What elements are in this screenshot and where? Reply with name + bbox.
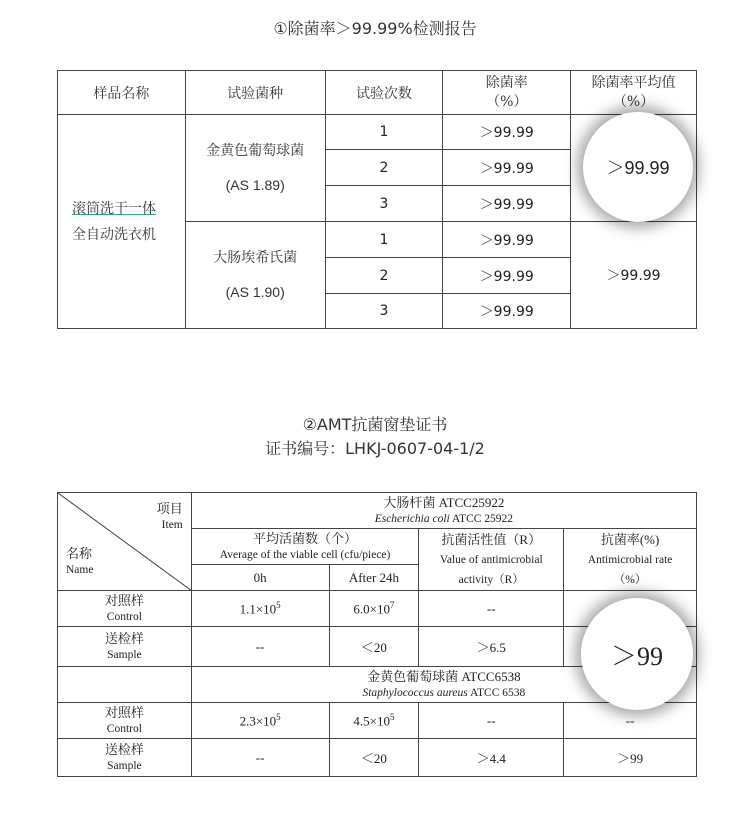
activity-value: -- xyxy=(419,591,564,627)
table-row xyxy=(58,703,697,739)
corner-name-label xyxy=(66,545,93,579)
row-label-en: Control xyxy=(106,610,142,623)
value-exp: 5 xyxy=(276,711,281,722)
sample-name-line2: 全自动洗衣机 xyxy=(72,226,156,243)
header-sample-name: 样品名称 xyxy=(58,71,186,115)
rate-value: ＞99 xyxy=(564,739,697,777)
organism-en-suffix: ATCC 6538 xyxy=(470,686,526,699)
avg-viable-cn: 平均活菌数（个） xyxy=(253,530,358,546)
row-label-cn: 对照样 xyxy=(104,704,144,720)
header-trial-count: 试验次数 xyxy=(325,71,443,115)
value-0h xyxy=(191,703,329,739)
col-24h: After 24h xyxy=(329,565,419,591)
rate-cn: 抗菌率(%) xyxy=(600,531,660,547)
strain-cell-2 xyxy=(185,222,325,329)
row-label-cn: 对照样 xyxy=(104,592,144,608)
col-0h: 0h xyxy=(191,565,329,591)
row-label xyxy=(58,591,192,627)
row-label xyxy=(58,739,192,777)
trial-number: 3 xyxy=(325,186,443,222)
activity-value: ＞4.4 xyxy=(419,739,564,777)
organism-row-1 xyxy=(58,493,697,529)
strain-code: (AS 1.90) xyxy=(225,284,285,300)
value-24h: ＜20 xyxy=(329,739,419,777)
value-exp: 7 xyxy=(389,599,395,610)
strain-name: 大肠埃希氏菌 xyxy=(213,250,298,266)
empty-cell xyxy=(58,667,192,703)
sample-name-cell xyxy=(58,115,186,329)
rate-value: ＞99.99 xyxy=(443,294,571,329)
item-label-cn: 项目 xyxy=(156,501,183,516)
trial-number: 2 xyxy=(325,150,443,186)
organism-cn: 大肠杆菌 ATCC25922 xyxy=(383,494,505,510)
value-base: 2.3×10 xyxy=(239,713,277,729)
row-label-cn: 送检样 xyxy=(104,630,144,646)
rate-value: ＞99.99 xyxy=(443,150,571,186)
certificate-number: 证书编号：LHKJ-0607-04-1/2 xyxy=(265,439,485,458)
organism-en: Staphylococcus aureus xyxy=(362,686,468,699)
activity-cn: 抗菌活性值（R） xyxy=(441,531,542,547)
rate-en: Antimicrobial rate xyxy=(587,553,673,566)
table-header-row xyxy=(58,71,697,115)
organism-header-1 xyxy=(191,493,696,529)
avg-viable-en: Average of the viable cell (cfu/piece) xyxy=(219,548,391,561)
row-label-en: Sample xyxy=(107,759,142,772)
item-label-en: Item xyxy=(161,519,183,531)
rate-value: ＞99.99 xyxy=(443,115,571,150)
value-base: 6.0×10 xyxy=(353,601,390,617)
corner-item-label xyxy=(157,501,183,533)
rate-value: -- xyxy=(564,703,697,739)
value-0h xyxy=(191,591,329,627)
average-value-2: ＞99.99 xyxy=(571,222,697,329)
value-base: 4.5×10 xyxy=(353,713,390,729)
row-label xyxy=(58,627,192,667)
table-row xyxy=(58,739,697,777)
organism-en: Escherichia coli xyxy=(374,512,450,525)
sample-name-line1: 滚筒洗干一体 xyxy=(72,200,156,217)
trial-number: 3 xyxy=(325,294,443,329)
avg-viable-header xyxy=(191,529,419,565)
magnified-rate: ＞99 xyxy=(581,598,693,710)
row-label-en: Sample xyxy=(107,648,142,661)
strain-name: 金黄色葡萄球菌 xyxy=(206,143,305,159)
activity-en: Value of antimicrobial xyxy=(439,553,543,566)
value-24h: ＜20 xyxy=(329,627,419,667)
row-label-cn: 送检样 xyxy=(104,741,144,757)
activity-header xyxy=(419,529,564,591)
organism-en-suffix: ATCC 25922 xyxy=(452,512,514,525)
value-24h xyxy=(329,591,419,627)
corner-header-cell xyxy=(58,493,192,591)
activity-value: ＞6.5 xyxy=(419,627,564,667)
header-average: 除菌率平均值 （%） xyxy=(571,71,697,115)
trial-number: 2 xyxy=(325,258,443,294)
rate-header xyxy=(564,529,697,591)
strain-code: (AS 1.89) xyxy=(225,177,285,193)
trial-number: 1 xyxy=(325,115,443,150)
trial-number: 1 xyxy=(325,222,443,258)
value-base: 1.1×10 xyxy=(239,601,277,617)
rate-unit: （%） xyxy=(613,573,647,586)
magnified-average-1: ＞99.99 xyxy=(583,112,693,222)
report-title: ①除菌率＞99.99%检测报告 xyxy=(273,19,477,38)
name-label-en: Name xyxy=(66,564,94,576)
rate-value: ＞99.99 xyxy=(443,186,571,222)
value-0h: -- xyxy=(191,627,329,667)
row-label xyxy=(58,703,192,739)
activity-en-2: activity（R） xyxy=(458,573,524,586)
activity-value: -- xyxy=(419,703,564,739)
strain-cell-1 xyxy=(185,115,325,222)
certificate-title: ②AMT抗菌窗垫证书 xyxy=(302,415,448,434)
value-exp: 5 xyxy=(276,599,281,610)
rate-value: ＞99.99 xyxy=(443,222,571,258)
value-24h xyxy=(329,703,419,739)
row-label-en: Control xyxy=(106,722,142,735)
value-exp: 5 xyxy=(389,711,395,722)
organism-cn: 金黄色葡萄球菌 ATCC6538 xyxy=(367,668,521,684)
name-label-cn: 名称 xyxy=(66,546,93,561)
rate-value: ＞99.99 xyxy=(443,258,571,294)
value-0h: -- xyxy=(191,739,329,777)
header-rate: 除菌率 （%） xyxy=(443,71,571,115)
header-strain: 试验菌种 xyxy=(185,71,325,115)
